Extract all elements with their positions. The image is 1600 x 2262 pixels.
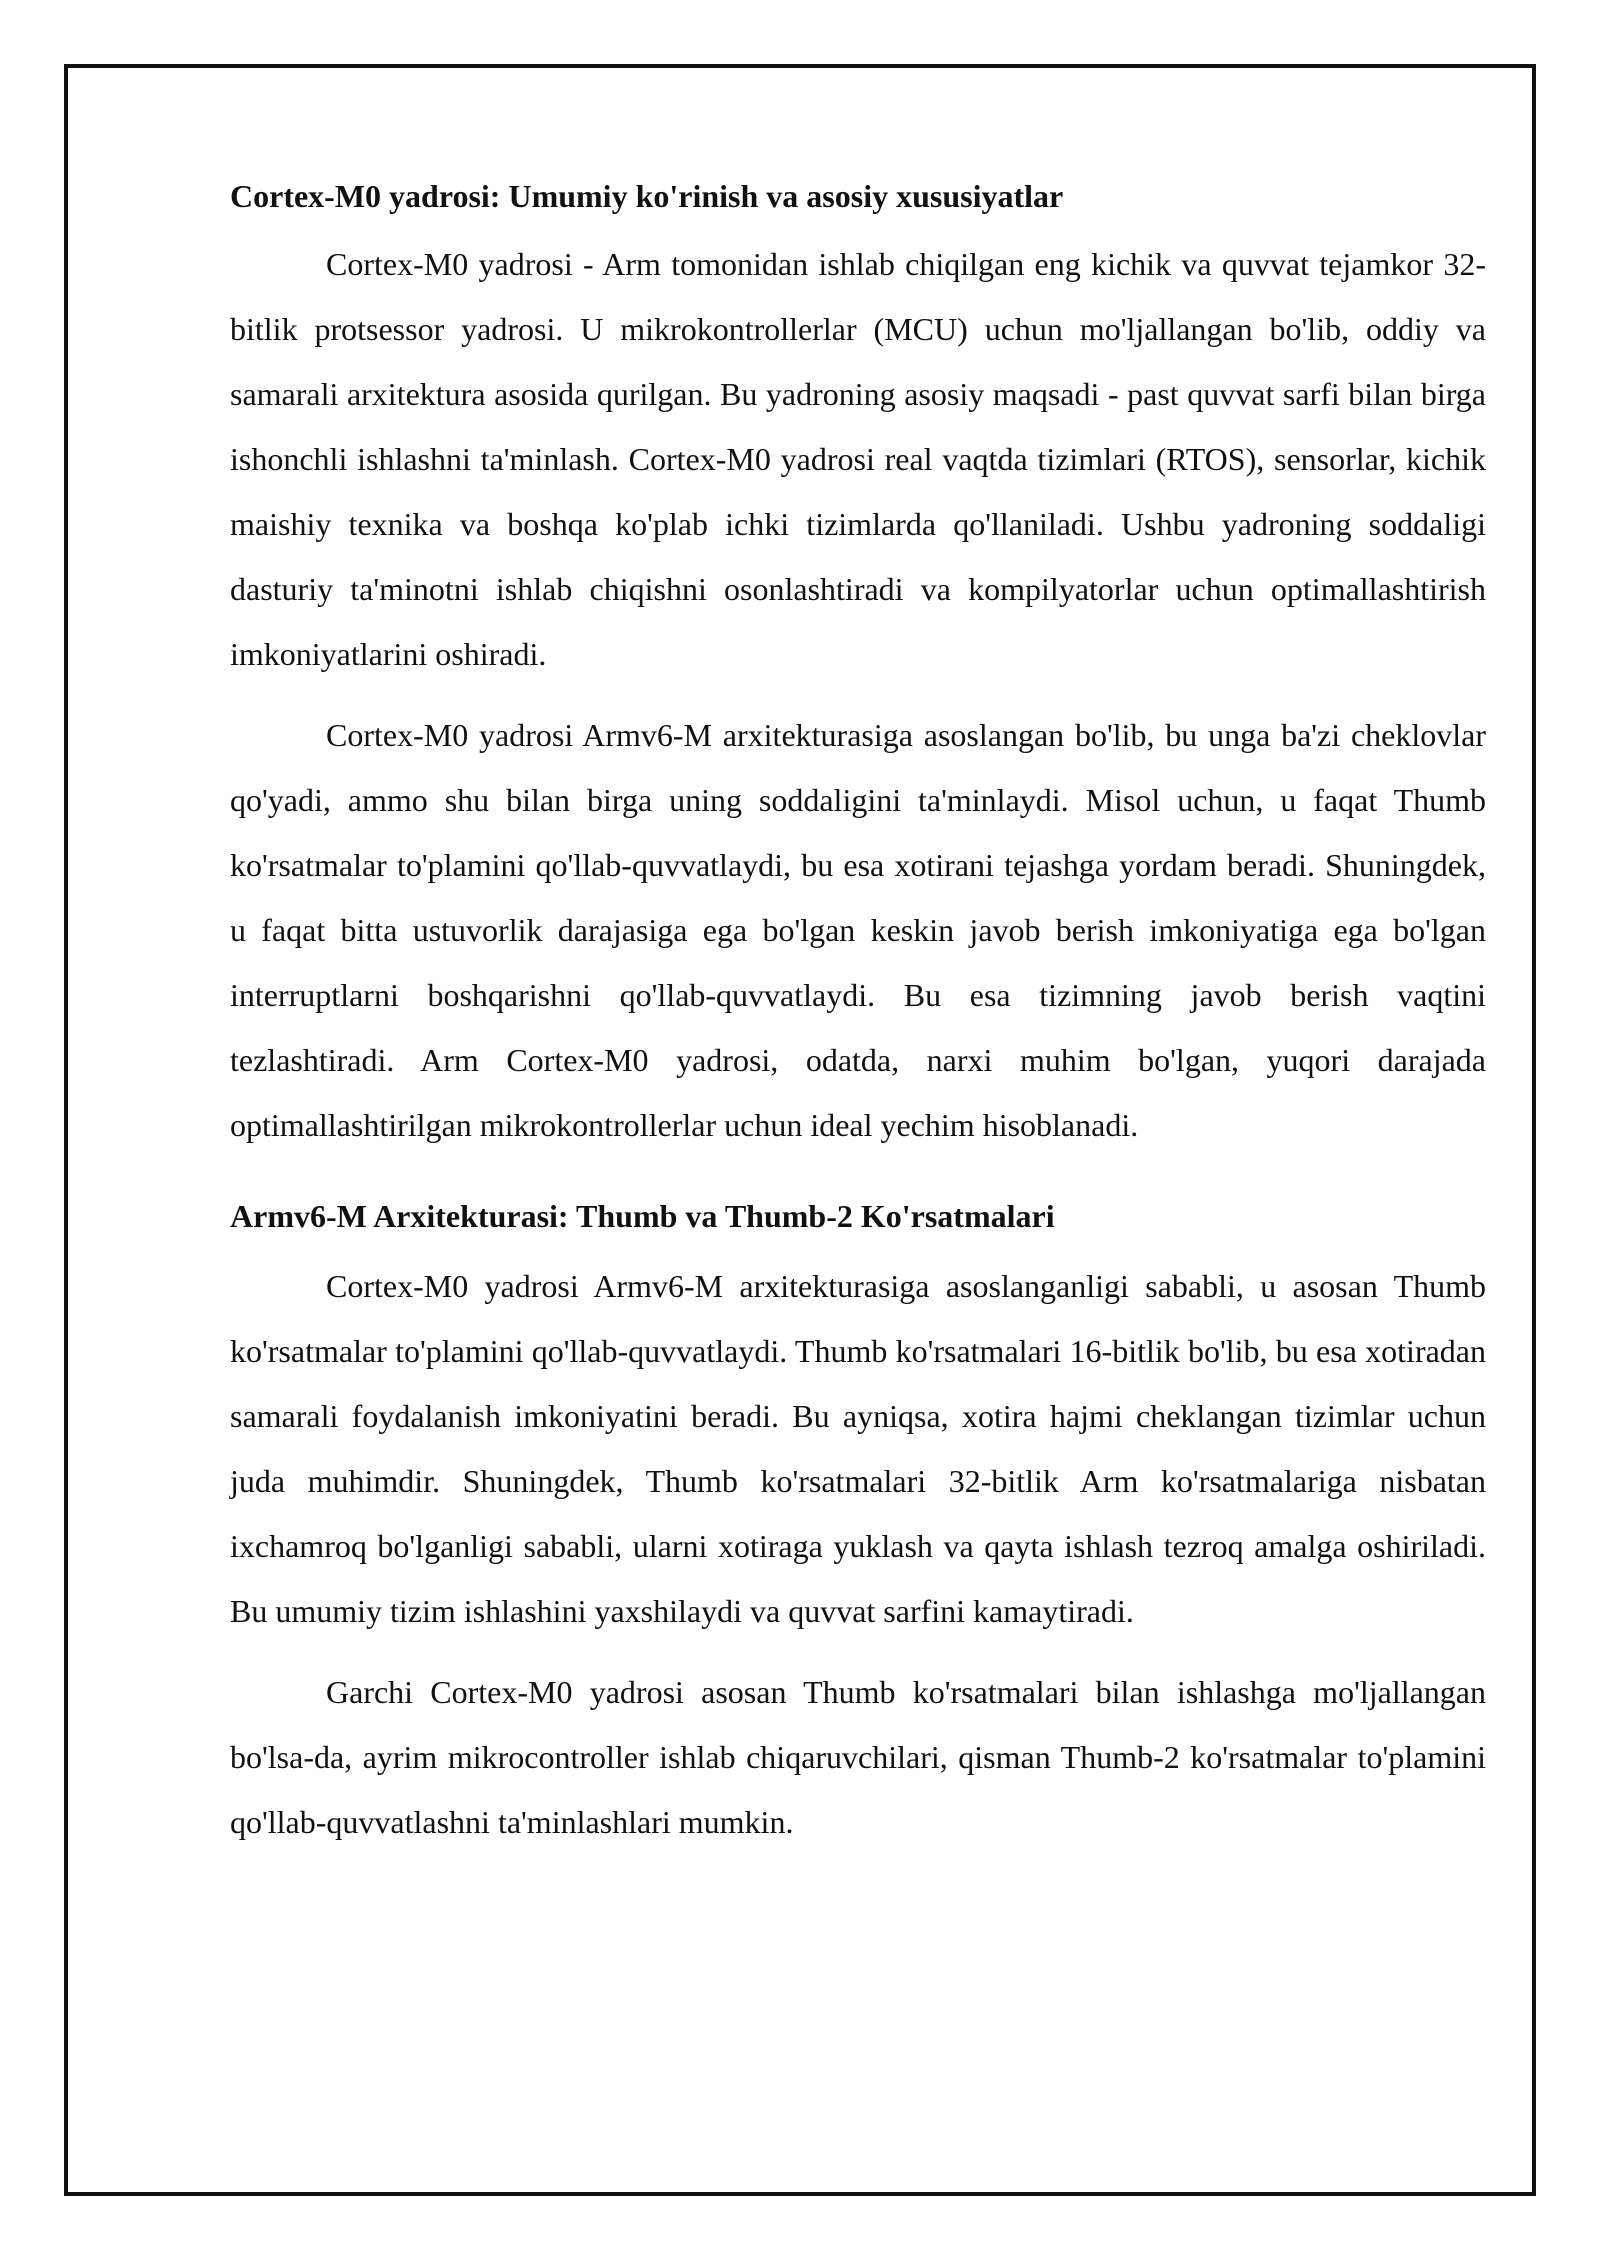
paragraph: Garchi Cortex-M0 yadrosi asosan Thumb ko'rsatmalari bilan ishlashga mo'ljallangan bo'lsa-da, ayrim mikrocontroller ishlab chiqaruvchilari, qisman Thumb-2 ko'rsatmalar to'plamini qo'llab-quvvatlashni ta'minlashlari mumkin. (230, 1674, 1486, 1840)
paragraph: Cortex-M0 yadrosi Armv6-M arxitekturasiga asoslanganligi sababli, u asosan Thumb ko'rsatmalar to'plamini qo'llab-quvvatlaydi. Thumb ko'rsatmalari 16-bitlik bo'lib, bu esa xotiradan samarali foydalanish imkoniyatini beradi. Bu ayniqsa, xotira hajmi cheklangan tizimlar uchun juda muhimdir. Shuningdek, Thumb ko'rsatmalari 32-bitlik Arm ko'rsatmalariga nisbatan ixchamroq bo'lganligi sababli, ularni xotiraga yuklash va qayta ishlash tezroq amalga oshiriladi. Bu umumiy tizim ishlashini yaxshilaydi va quvvat sarfini kamaytiradi. (230, 1268, 1486, 1629)
section-heading: Cortex-M0 yadrosi: Umumiy ko'rinish va asosiy xususiyatlar (230, 178, 1064, 214)
section-armv6m-architecture (230, 1194, 1486, 1855)
section-heading: Armv6-M Arxitekturasi: Thumb va Thumb-2 Ko'rsatmalari (230, 1198, 1055, 1234)
section-cortex-m0-overview (230, 174, 1486, 1158)
document-body (230, 170, 1486, 1871)
paragraph: Cortex-M0 yadrosi Armv6-M arxitekturasiga asoslangan bo'lib, bu unga ba'zi cheklovlar qo'yadi, ammo shu bilan birga uning soddaligini ta'minlaydi. Misol uchun, u faqat Thumb ko'rsatmalar to'plamini qo'llab-quvvatlaydi, bu esa xotirani tejashga yordam beradi. Shuningdek, u faqat bitta ustuvorlik darajasiga ega bo'lgan keskin javob berish imkoniyatiga ega bo'lgan interruptlarni boshqarishni qo'llab-quvvatlaydi. Bu esa tizimning javob berish vaqtini tezlashtiradi. Arm Cortex-M0 yadrosi, odatda, narxi muhim bo'lgan, yuqori darajada optimallashtirilgan mikrokontrollerlar uchun ideal yechim hisoblanadi. (230, 717, 1486, 1143)
paragraph: Cortex-M0 yadrosi - Arm tomonidan ishlab chiqilgan eng kichik va quvvat tejamkor 32-bitlik protsessor yadrosi. U mikrokontrollerlar (MCU) uchun mo'ljallangan bo'lib, oddiy va samarali arxitektura asosida qurilgan. Bu yadroning asosiy maqsadi - past quvvat sarfi bilan birga ishonchli ishlashni ta'minlash. Cortex-M0 yadrosi real vaqtda tizimlari (RTOS), sensorlar, kichik maishiy texnika va boshqa ko'plab ichki tizimlarda qo'llaniladi. Ushbu yadroning soddaligi dasturiy ta'minotni ishlab chiqishni osonlashtiradi va kompilyatorlar uchun optimallashtirish imkoniyatlarini oshiradi. (230, 246, 1486, 672)
